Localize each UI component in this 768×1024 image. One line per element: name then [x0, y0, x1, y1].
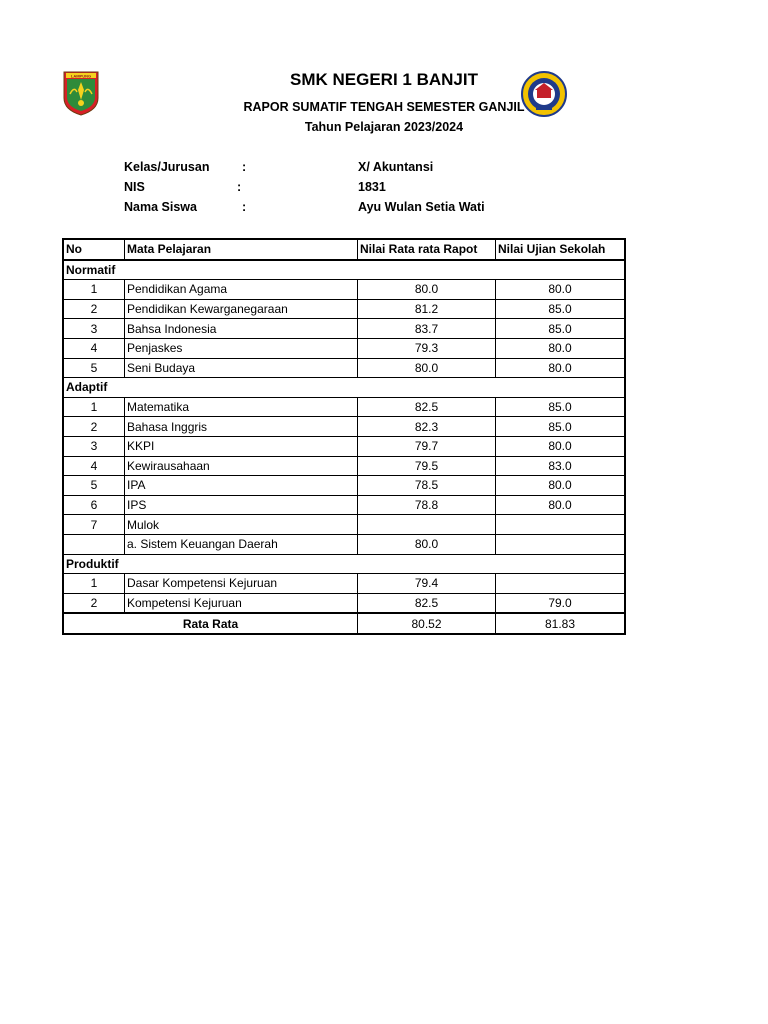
row-no: 6 [63, 495, 125, 515]
row-ujian: 85.0 [496, 417, 626, 437]
row-rapot: 83.7 [358, 319, 496, 339]
row-rapot: 82.5 [358, 397, 496, 417]
table-header-row [63, 239, 625, 260]
row-no: 3 [63, 436, 125, 456]
table-row [63, 476, 625, 496]
row-ujian: 80.0 [496, 495, 626, 515]
school-name: SMK NEGERI 1 BANJIT [290, 70, 478, 89]
row-no: 5 [63, 476, 125, 496]
row-no: 5 [63, 358, 125, 378]
row-subject: a. Sistem Keuangan Daerah [125, 534, 358, 554]
row-subject: Kompetensi Kejuruan [125, 593, 358, 613]
table-row [63, 534, 625, 554]
table-row [63, 574, 625, 594]
nis-label: NIS [124, 180, 145, 194]
row-ujian: 83.0 [496, 456, 626, 476]
class-colon: : [242, 160, 247, 174]
row-no: 1 [63, 574, 125, 594]
table-row [63, 280, 625, 300]
class-value: X/ Akuntansi [358, 160, 434, 174]
table-row [63, 299, 625, 319]
row-ujian: 85.0 [496, 319, 626, 339]
row-subject: IPS [125, 495, 358, 515]
header-subject: Mata Pelajaran [125, 239, 358, 260]
report-subtitle: RAPOR SUMATIF TENGAH SEMESTER GANJIL [243, 100, 525, 114]
row-no: 2 [63, 417, 125, 437]
row-no: 2 [63, 593, 125, 613]
section-row [63, 260, 625, 280]
row-subject: Kewirausahaan [125, 456, 358, 476]
row-rapot: 79.4 [358, 574, 496, 594]
row-ujian: 80.0 [496, 280, 626, 300]
row-rapot: 79.7 [358, 436, 496, 456]
row-rapot: 82.3 [358, 417, 496, 437]
row-subject: Pendidikan Kewarganegaraan [125, 299, 358, 319]
row-no: 3 [63, 319, 125, 339]
academic-year: Tahun Pelajaran 2023/2024 [304, 120, 464, 134]
section-adaptif: Adaptif [63, 378, 625, 398]
row-no: 1 [63, 280, 125, 300]
section-normatif: Normatif [63, 260, 625, 280]
row-subject: Dasar Kompetensi Kejuruan [125, 574, 358, 594]
row-rapot: 78.8 [358, 495, 496, 515]
class-label: Kelas/Jurusan [124, 160, 210, 174]
average-label: Rata Rata [63, 613, 358, 634]
row-subject: Mulok [125, 515, 358, 535]
row-ujian: 79.0 [496, 593, 626, 613]
average-row [63, 613, 625, 634]
row-subject: KKPI [125, 436, 358, 456]
row-rapot: 81.2 [358, 299, 496, 319]
row-subject: IPA [125, 476, 358, 496]
row-subject: Penjaskes [125, 338, 358, 358]
row-subject: Seni Budaya [125, 358, 358, 378]
row-rapot: 79.5 [358, 456, 496, 476]
logo-text: LAMPUNG [70, 73, 92, 79]
row-ujian: 80.0 [496, 358, 626, 378]
row-no: 4 [63, 456, 125, 476]
row-no [63, 534, 125, 554]
section-row [63, 378, 625, 398]
header-ujian: Nilai Ujian Sekolah [496, 239, 626, 260]
table-row [63, 495, 625, 515]
section-row [63, 554, 625, 574]
row-ujian [496, 534, 626, 554]
section-produktif: Produktif [63, 554, 625, 574]
average-rapot: 80.52 [358, 613, 496, 634]
average-ujian: 81.83 [496, 613, 626, 634]
row-ujian [496, 574, 626, 594]
table-row [63, 319, 625, 339]
row-ujian [496, 515, 626, 535]
row-no: 2 [63, 299, 125, 319]
row-rapot: 80.0 [358, 280, 496, 300]
table-row [63, 593, 625, 613]
row-subject: Bahsa Indonesia [125, 319, 358, 339]
row-ujian: 80.0 [496, 436, 626, 456]
row-ujian: 85.0 [496, 299, 626, 319]
row-ujian: 80.0 [496, 476, 626, 496]
row-subject: Matematika [125, 397, 358, 417]
table-row [63, 358, 625, 378]
row-subject: Bahasa Inggris [125, 417, 358, 437]
row-rapot: 79.3 [358, 338, 496, 358]
row-no: 7 [63, 515, 125, 535]
table-row [63, 397, 625, 417]
table-row [63, 515, 625, 535]
nis-colon: : [237, 180, 242, 194]
nis-value: 1831 [358, 180, 386, 194]
row-subject: Pendidikan Agama [125, 280, 358, 300]
table-row [63, 456, 625, 476]
row-ujian: 80.0 [496, 338, 626, 358]
row-no: 4 [63, 338, 125, 358]
student-name-colon: : [242, 200, 247, 214]
row-rapot: 82.5 [358, 593, 496, 613]
row-ujian: 85.0 [496, 397, 626, 417]
row-rapot: 78.5 [358, 476, 496, 496]
table-row [63, 417, 625, 437]
row-no: 1 [63, 397, 125, 417]
row-rapot: 80.0 [358, 358, 496, 378]
student-name-label: Nama Siswa [124, 200, 197, 214]
table-row [63, 338, 625, 358]
header-rapot: Nilai Rata rata Rapot [358, 239, 496, 260]
grades-table [62, 238, 626, 635]
row-rapot [358, 515, 496, 535]
row-rapot: 80.0 [358, 534, 496, 554]
table-row [63, 436, 625, 456]
student-name-value: Ayu Wulan Setia Wati [358, 200, 485, 214]
header-no: No [63, 239, 125, 260]
